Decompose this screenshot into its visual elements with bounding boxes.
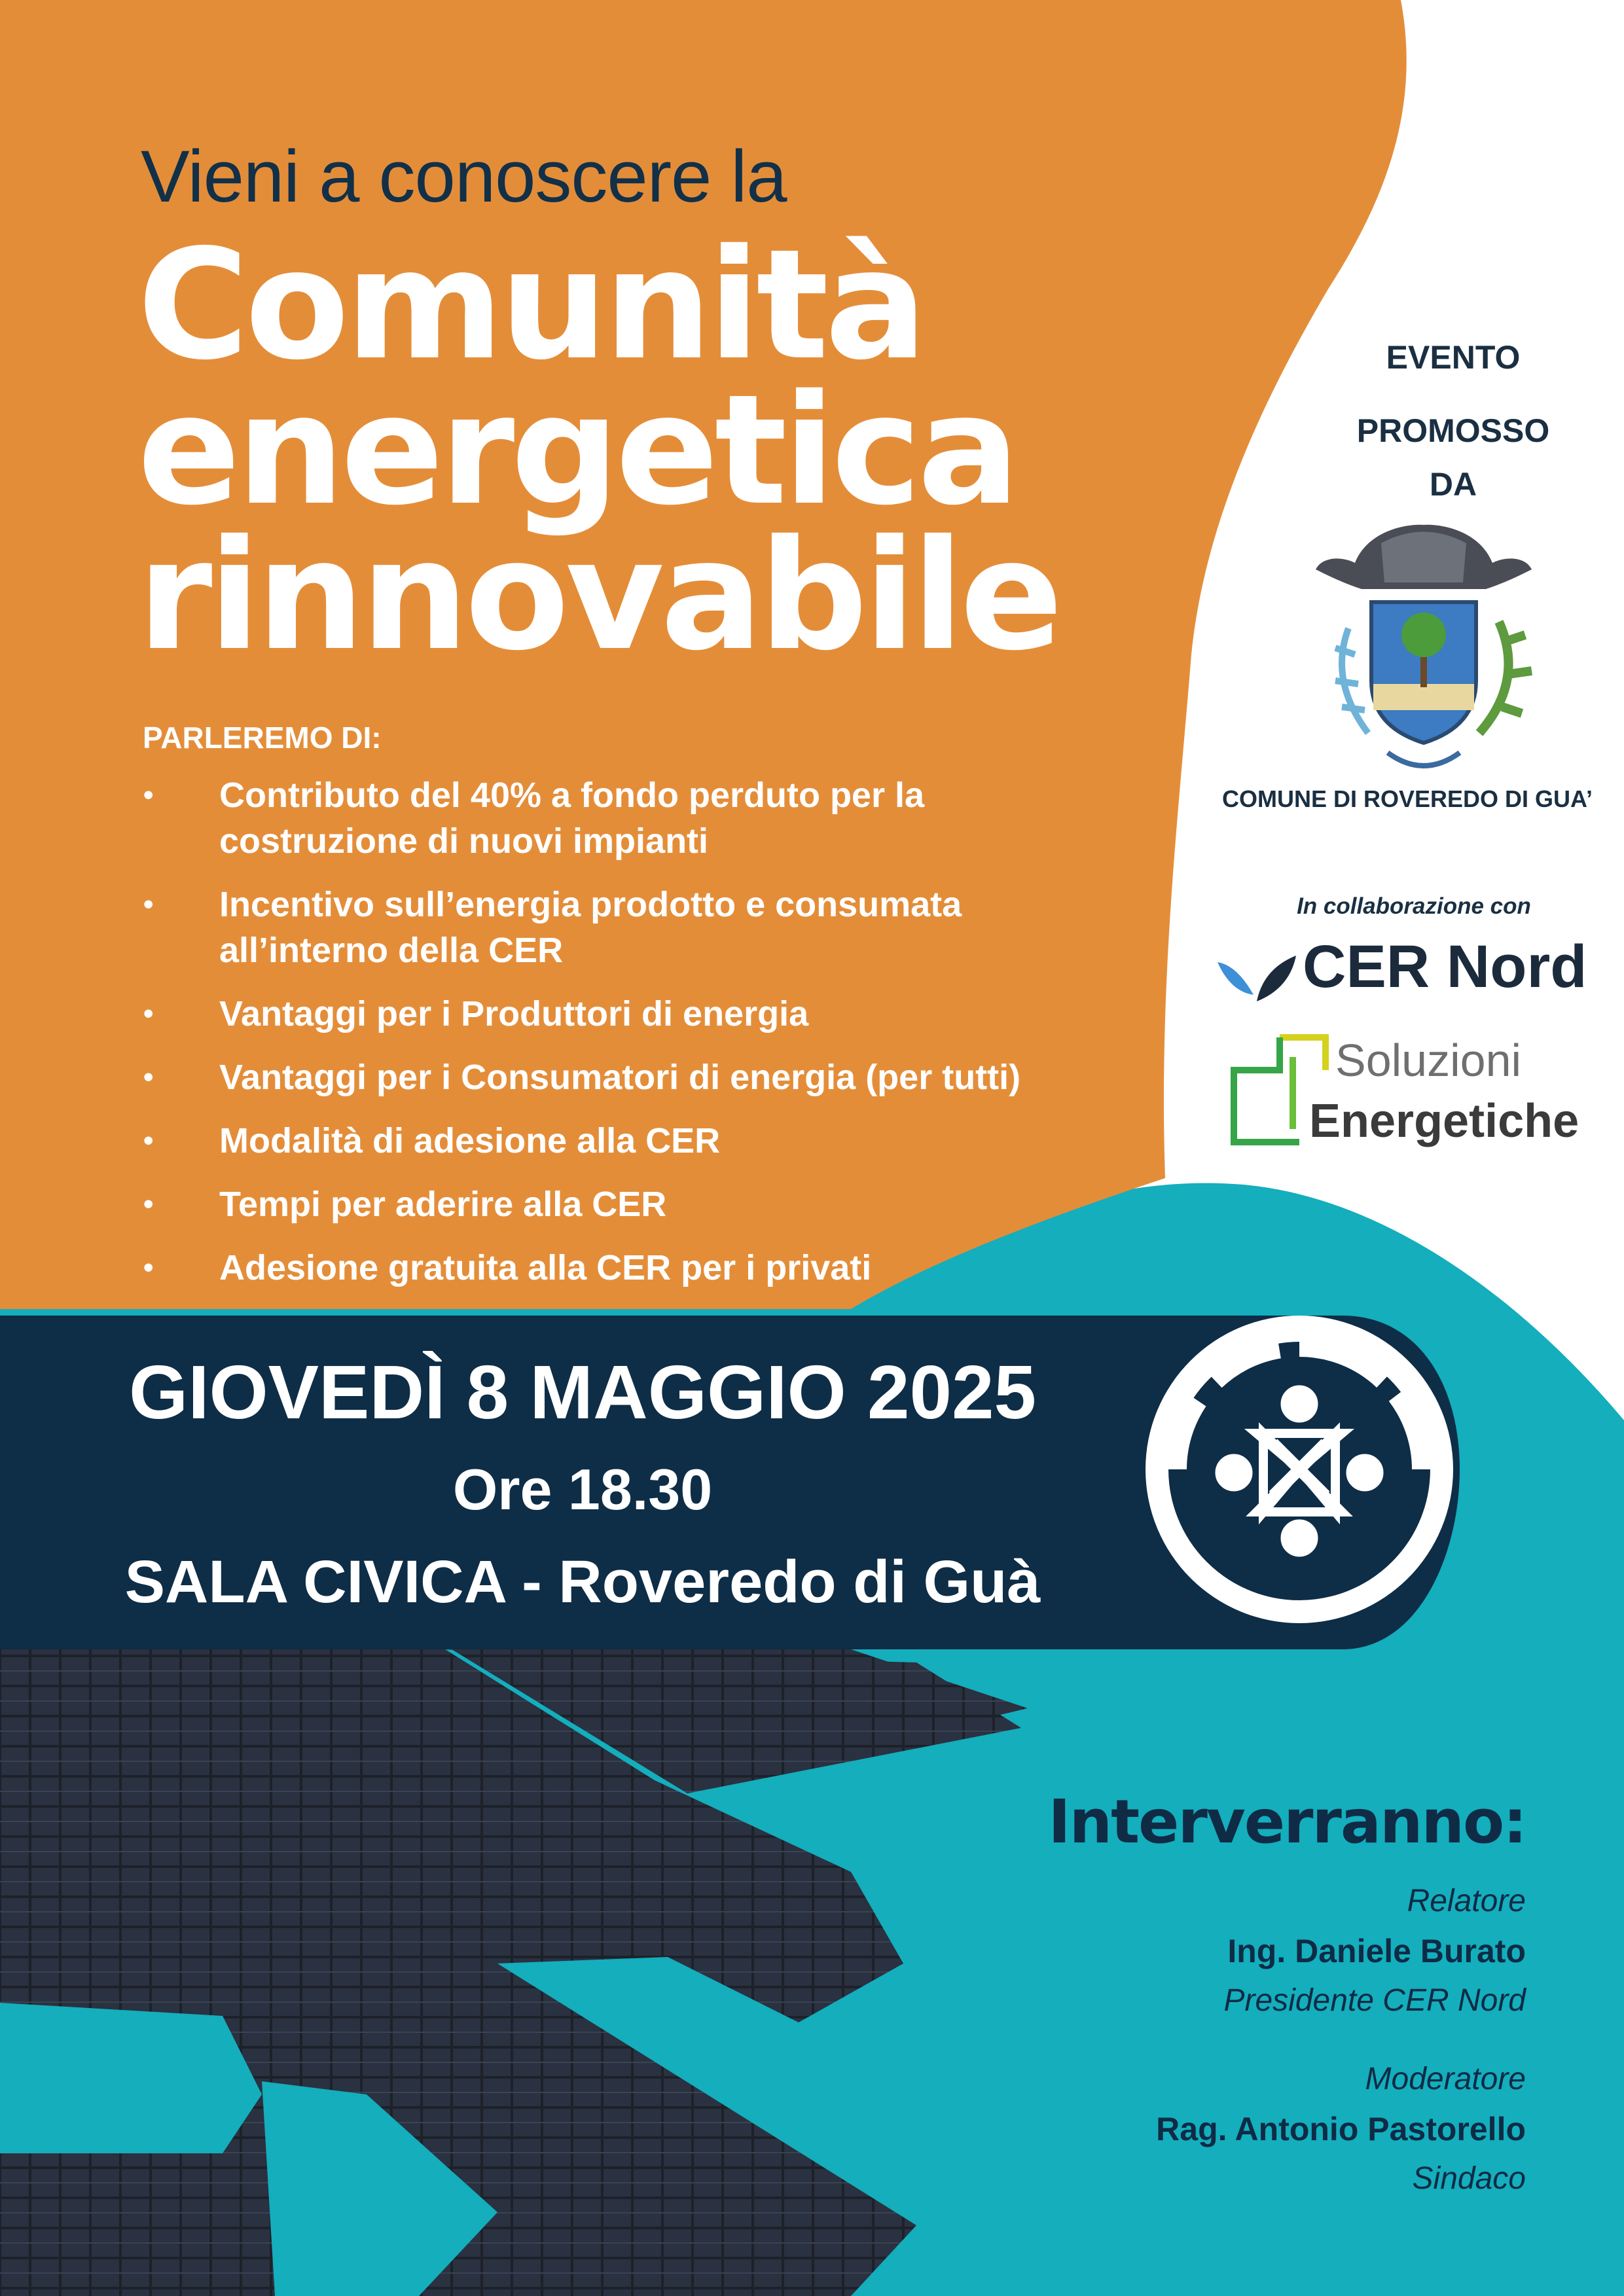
topic-item: • Incentivo sull’energia prodotto e consumata all’interno della CER [134,882,1116,973]
speaker-2-title: Sindaco [1412,2161,1526,2196]
topic-item: • Vantaggi per i Produttori di energia [134,991,1116,1037]
topics-list [134,772,1116,1308]
topic-item: • Adesione gratuita alla CER per i privati [134,1245,1116,1291]
event-date: GIOVEDÌ 8 MAGGIO 2025 [129,1350,1036,1435]
title-line-2: energetica [137,362,1017,539]
community-emblem-icon [1142,1312,1456,1626]
speaker-2-name: Rag. Antonio Pastorello [1156,2111,1526,2147]
subtitle: Vieni a conoscere la [141,135,787,217]
energetiche-text: Energetiche [1309,1095,1579,1147]
event-place: SALA CIVICA - Roveredo di Guà [124,1549,1041,1615]
speakers-section [1048,1787,1526,2204]
title-line-3: rinnovabile [137,507,1059,684]
speaker-1-name: Ing. Daniele Burato [1227,1933,1526,1969]
speaker-2-role: Moderatore [1365,2062,1526,2096]
speaker-1-title: Presidente CER Nord [1223,1983,1526,2018]
collaboration-label: In collaborazione con [1297,893,1531,919]
speaker-1-role: Relatore [1407,1884,1526,1918]
cer-nord-logo-text: CER Nord [1303,933,1587,1000]
promoted-line-3: DA [1429,466,1477,503]
topic-item: • Modalità di adesione alla CER [134,1118,1116,1164]
topics-heading: PARLEREMO DI: [143,721,382,755]
promoted-by [1211,327,1624,514]
topic-item: • Vantaggi per i Consumatori di energia (per tutti) [134,1054,1116,1100]
topic-item: • Contributo del 40% a fondo perduto per la costruzione di nuovi impianti [134,772,1116,864]
speakers-heading: Interverranno: [1048,1787,1526,1857]
event-time: Ore 18.30 [452,1457,713,1522]
municipal-crest-icon [1309,517,1538,792]
promoted-line-2: PROMOSSO [1356,412,1550,449]
topic-item: • Tempi per aderire alla CER [134,1181,1116,1227]
main-title [137,217,1059,684]
comune-name: COMUNE DI ROVEREDO DI GUA’ [1221,785,1593,812]
promoted-line-1: EVENTO [1386,339,1521,376]
title-line-1: Comunità [137,217,924,393]
soluzioni-text: Soluzioni [1335,1035,1522,1086]
